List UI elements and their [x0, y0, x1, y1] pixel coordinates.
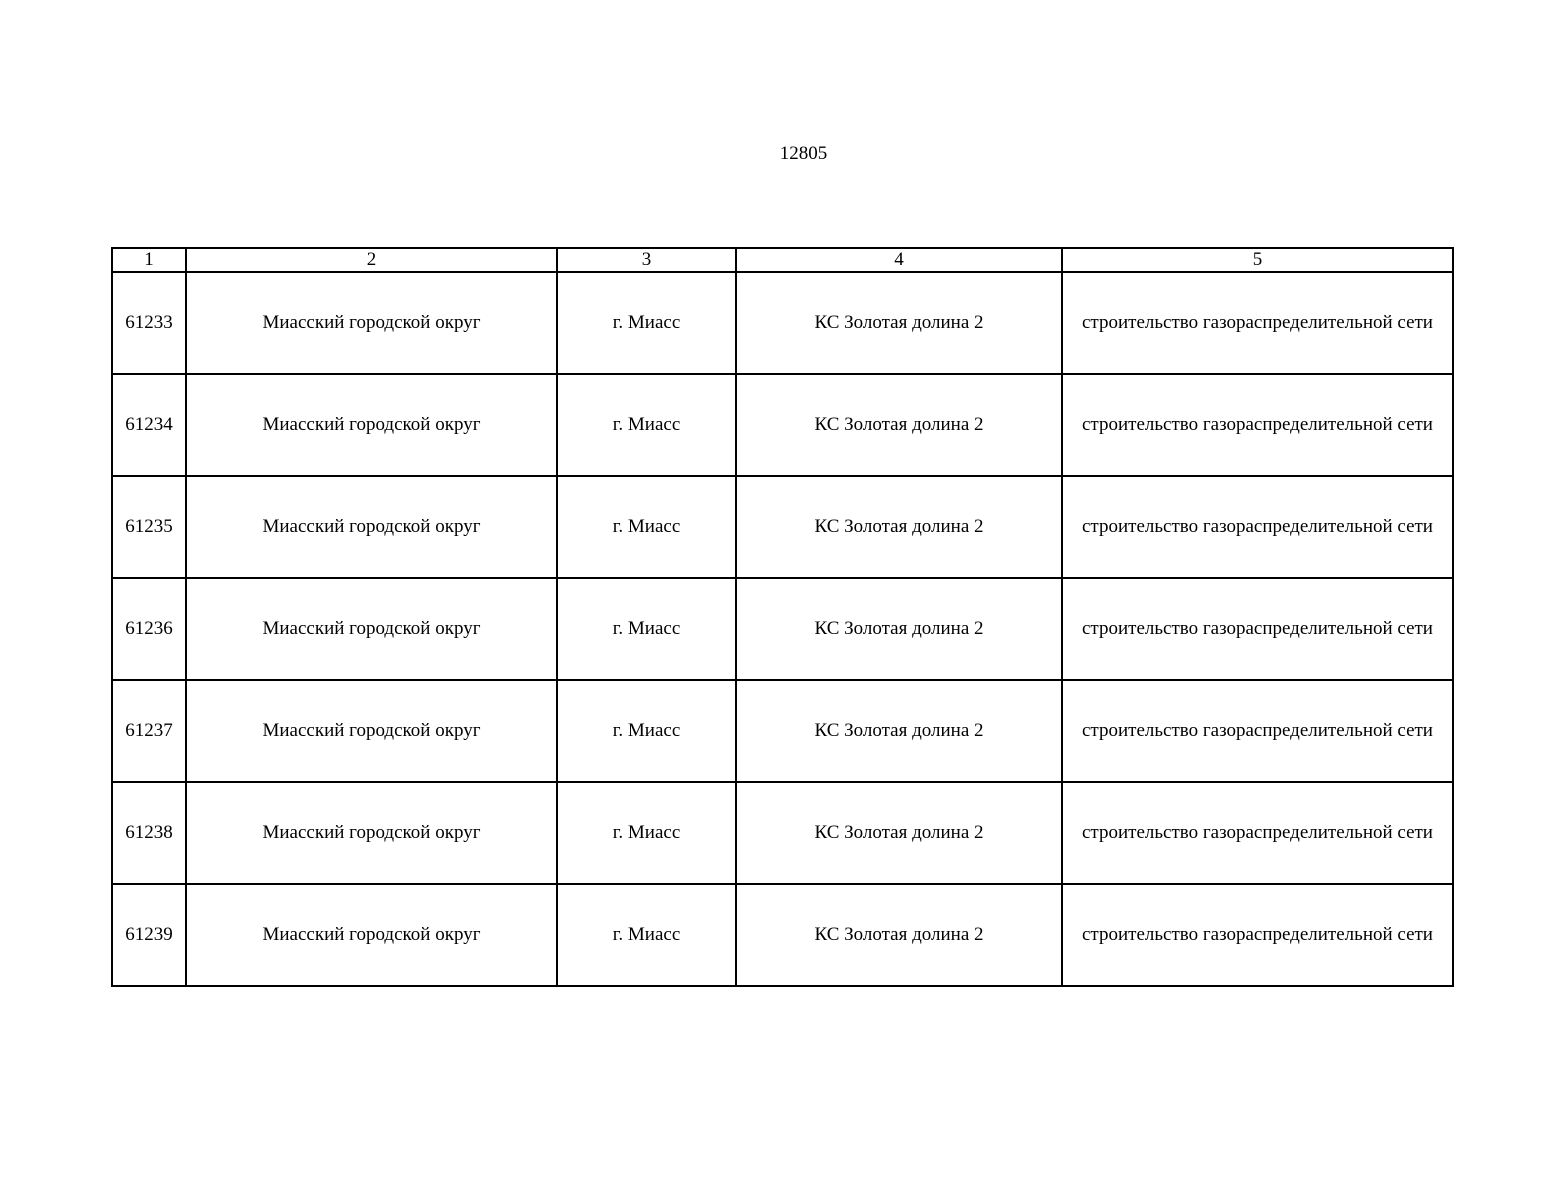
table-row: [112, 884, 1453, 986]
data-table: [111, 247, 1454, 987]
cell-number: 61238: [112, 782, 186, 884]
cell-activity: строительство газораспределительной сети: [1062, 374, 1453, 476]
cell-activity: строительство газораспределительной сети: [1062, 272, 1453, 374]
cell-activity: строительство газораспределительной сети: [1062, 680, 1453, 782]
table-header: [112, 248, 1453, 272]
cell-municipality: Миасский городской округ: [186, 782, 557, 884]
column-header-3: 3: [557, 248, 736, 272]
column-header-4: 4: [736, 248, 1062, 272]
cell-municipality: Миасский городской округ: [186, 578, 557, 680]
column-header-5: 5: [1062, 248, 1453, 272]
cell-object: КС Золотая долина 2: [736, 272, 1062, 374]
cell-municipality: Миасский городской округ: [186, 476, 557, 578]
cell-activity: строительство газораспределительной сети: [1062, 476, 1453, 578]
cell-object: КС Золотая долина 2: [736, 782, 1062, 884]
table-row: [112, 680, 1453, 782]
cell-number: 61233: [112, 272, 186, 374]
cell-settlement: г. Миасс: [557, 272, 736, 374]
column-header-1: 1: [112, 248, 186, 272]
cell-number: 61236: [112, 578, 186, 680]
cell-settlement: г. Миасс: [557, 782, 736, 884]
cell-settlement: г. Миасс: [557, 884, 736, 986]
header-row: [112, 248, 1453, 272]
cell-object: КС Золотая долина 2: [736, 884, 1062, 986]
cell-municipality: Миасский городской округ: [186, 374, 557, 476]
cell-activity: строительство газораспределительной сети: [1062, 782, 1453, 884]
cell-settlement: г. Миасс: [557, 476, 736, 578]
cell-object: КС Золотая долина 2: [736, 680, 1062, 782]
cell-settlement: г. Миасс: [557, 680, 736, 782]
cell-municipality: Миасский городской округ: [186, 680, 557, 782]
table-row: [112, 374, 1453, 476]
cell-activity: строительство газораспределительной сети: [1062, 578, 1453, 680]
table-row: [112, 578, 1453, 680]
table-body: [112, 272, 1453, 986]
table-row: [112, 476, 1453, 578]
column-header-2: 2: [186, 248, 557, 272]
table-row: [112, 782, 1453, 884]
cell-object: КС Золотая долина 2: [736, 476, 1062, 578]
cell-object: КС Золотая долина 2: [736, 374, 1062, 476]
cell-number: 61239: [112, 884, 186, 986]
cell-activity: строительство газораспределительной сети: [1062, 884, 1453, 986]
page-number: 12805: [779, 143, 828, 164]
cell-object: КС Золотая долина 2: [736, 578, 1062, 680]
cell-number: 61237: [112, 680, 186, 782]
cell-settlement: г. Миасс: [557, 578, 736, 680]
cell-settlement: г. Миасс: [557, 374, 736, 476]
table-row: [112, 272, 1453, 374]
cell-number: 61235: [112, 476, 186, 578]
cell-municipality: Миасский городской округ: [186, 884, 557, 986]
cell-municipality: Миасский городской округ: [186, 272, 557, 374]
cell-number: 61234: [112, 374, 186, 476]
